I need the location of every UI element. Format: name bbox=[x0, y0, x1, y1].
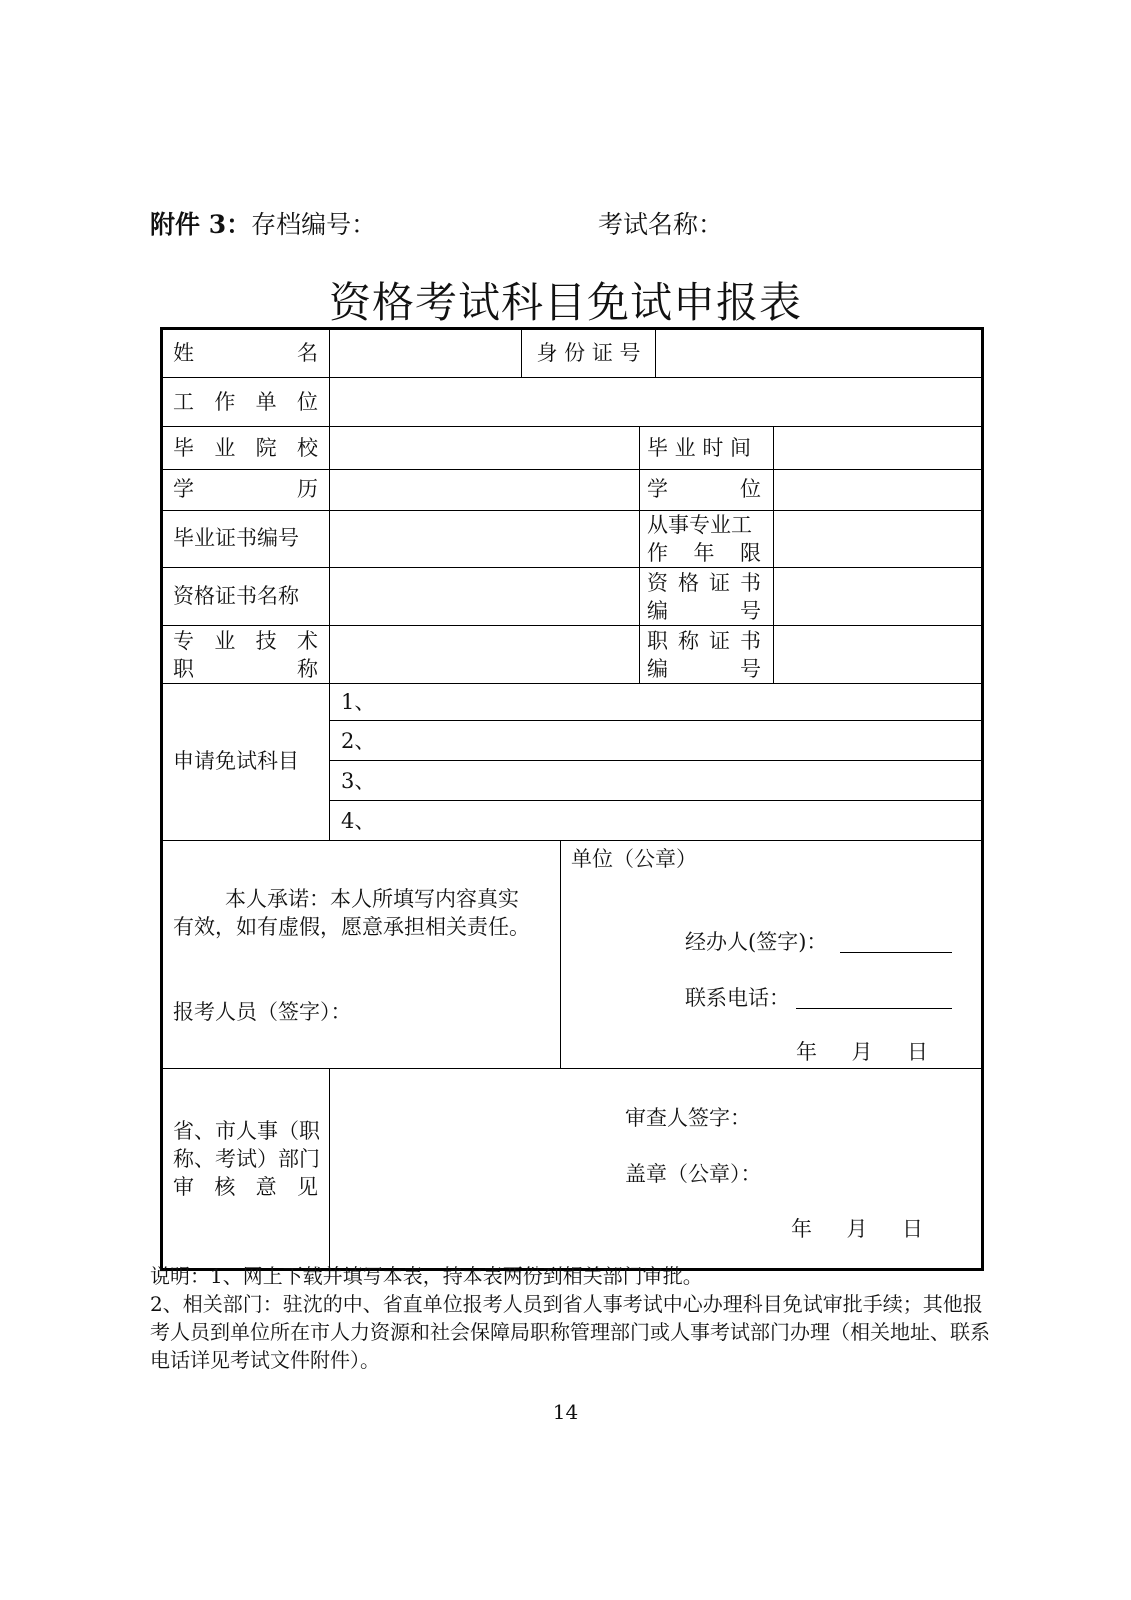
work-unit-field[interactable] bbox=[331, 378, 979, 425]
label-school: 毕 业 院 校 bbox=[173, 436, 318, 460]
note-2: 2、相关部门：驻沈的中、省直单位报考人员到省人事考试中心办理科目免试审批手续；其他报考人员到单位所在市人力资源和社会保障局职称管理部门或人事考试部门办理（相关地址、联系电话详见考试文件附件）。 bbox=[150, 1292, 990, 1372]
subject-1[interactable]: 1、 bbox=[341, 690, 376, 714]
attachment-colon: ： bbox=[226, 210, 252, 239]
label-work-years-1: 从事专业工 bbox=[647, 513, 752, 537]
subject-3[interactable]: 3、 bbox=[341, 769, 376, 793]
handler-signature-label: 经办人(签字)： bbox=[685, 930, 828, 954]
contact-phone-line[interactable] bbox=[796, 1008, 952, 1009]
pledge-text-1: 本人承诺：本人所填写内容真实 bbox=[225, 887, 519, 911]
subject-4[interactable]: 4、 bbox=[341, 809, 376, 833]
tech-title-field[interactable] bbox=[331, 626, 638, 682]
qual-cert-no-field[interactable] bbox=[775, 568, 979, 624]
applicant-signature-label: 报考人员（签字）： bbox=[173, 1000, 352, 1024]
application-form bbox=[160, 327, 984, 1271]
label-diploma-no: 毕业证书编号 bbox=[173, 526, 299, 550]
label-qual-cert-no-2: 编 号 bbox=[647, 599, 761, 623]
review-label-1: 省、市人事（职 bbox=[173, 1119, 320, 1143]
form-title: 资格考试科目免试申报表 bbox=[328, 278, 802, 327]
label-work-unit: 工 作 单 位 bbox=[173, 390, 318, 414]
contact-phone-label: 联系电话： bbox=[685, 986, 790, 1010]
archive-no-label: 存档编号： bbox=[251, 210, 377, 239]
pledge-text-2: 有效，如有虚假，愿意承担相关责任。 bbox=[173, 915, 530, 939]
review-label-3: 审 核 意 见 bbox=[173, 1175, 318, 1199]
note-1: 说明：1、网上下载并填写本表，持本表两份到相关部门审批。 bbox=[150, 1264, 703, 1288]
label-degree: 学 位 bbox=[647, 477, 761, 501]
exam-name-label: 考试名称： bbox=[598, 210, 724, 239]
review-label-2: 称、考试）部门 bbox=[173, 1147, 320, 1171]
label-exempt-subjects: 申请免试科目 bbox=[173, 749, 299, 773]
unit-date: 年 月 日 bbox=[796, 1040, 928, 1064]
unit-seal-label: 单位（公章） bbox=[571, 847, 697, 871]
label-grad-time: 毕 业 时 间 bbox=[647, 436, 752, 460]
label-work-years-2: 作 年 限 bbox=[647, 541, 761, 565]
label-tech-title-2: 职 称 bbox=[173, 657, 318, 681]
label-title-cert-no-1: 职 称 证 书 bbox=[647, 629, 761, 653]
review-seal-label: 盖章（公章）： bbox=[625, 1162, 762, 1186]
label-name: 姓 名 bbox=[173, 341, 318, 365]
qual-cert-name-field[interactable] bbox=[331, 568, 638, 624]
school-field[interactable] bbox=[331, 427, 638, 468]
label-id-number: 身 份 证 号 bbox=[536, 341, 641, 365]
education-field[interactable] bbox=[331, 470, 638, 509]
diploma-no-field[interactable] bbox=[331, 511, 638, 566]
label-tech-title-1: 专 业 技 术 bbox=[173, 629, 318, 653]
grad-time-field[interactable] bbox=[775, 427, 979, 468]
title-cert-no-field[interactable] bbox=[775, 626, 979, 682]
name-field[interactable] bbox=[331, 330, 520, 376]
label-title-cert-no-2: 编 号 bbox=[647, 657, 761, 681]
work-years-field[interactable] bbox=[775, 511, 979, 566]
attachment-label: 附件 3 bbox=[150, 210, 227, 239]
degree-field[interactable] bbox=[775, 470, 979, 509]
header-archive bbox=[150, 205, 376, 241]
label-qual-cert-name: 资格证书名称 bbox=[173, 584, 299, 608]
subject-2[interactable]: 2、 bbox=[341, 729, 376, 753]
page-number: 14 bbox=[552, 1400, 579, 1424]
label-qual-cert-no-1: 资 格 证 书 bbox=[647, 571, 761, 595]
handler-signature-line[interactable] bbox=[840, 952, 952, 953]
label-education: 学 历 bbox=[173, 477, 318, 501]
reviewer-signature-label: 审查人签字： bbox=[625, 1106, 751, 1130]
review-date: 年 月 日 bbox=[791, 1217, 923, 1241]
id-number-field[interactable] bbox=[657, 330, 979, 376]
